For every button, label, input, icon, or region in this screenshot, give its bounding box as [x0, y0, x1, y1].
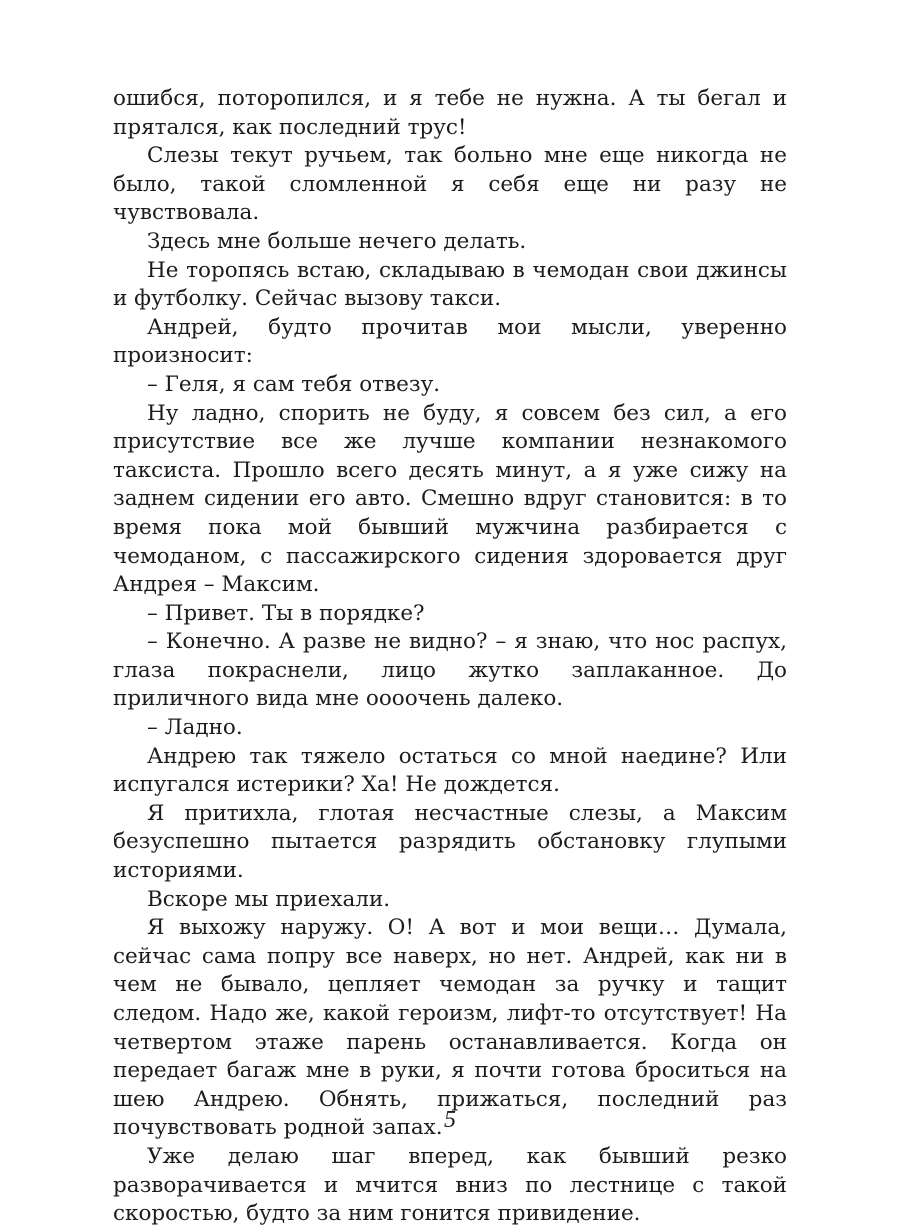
page-number: 5 [444, 1107, 456, 1133]
paragraph-6: – Геля, я сам тебя отвезу. [147, 371, 441, 397]
text-body [113, 85, 787, 1229]
paragraph-13: Вскоре мы приехали. [147, 886, 391, 912]
paragraph-14: Я выхожу наружу. О! А вот и мои вещи… Думала, сейчас сама попру все наверх, но нет. Андрей, как ни в чем не бывало, цепляет чемодан за ручку и тащит следом. Надо же, какой героизм, лифт-то отсутствует! На четвертом этаже парень останавливается. Когда он передает багаж мне в руки, я почти готова броситься на шею Андрею. Обнять, прижаться, последний раз почувствовать родной запах. [113, 915, 787, 1141]
paragraph-3: Здесь мне больше нечего делать. [147, 228, 527, 254]
paragraph-12: Я притихла, глотая несчастные слезы, а Максим безуспешно пытается разрядить обстановку глупыми историями. [113, 800, 787, 884]
paragraph-7: Ну ладно, спорить не буду, я совсем без сил, а его присутствие все же лучше компании незнакомого таксиста. Прошло всего десять минут, а я уже сижу на заднем сидении его авто. Смешно вдруг становится: в то время пока мой бывший мужчина разбирается с чемоданом, с пассажирского сидения здоровается друг Андрея – Максим. [113, 400, 787, 598]
paragraph-4: Не торопясь встаю, складываю в чемодан свои джинсы и футболку. Сейчас вызову такси. [113, 257, 787, 312]
paragraph-1: ошибся, поторопился, и я тебе не нужна. А ты бегал и прятался, как последний трус! [113, 86, 787, 140]
paragraph-5: Андрей, будто прочитав мои мысли, уверенно произносит: [113, 314, 787, 369]
paragraph-15: Уже делаю шаг вперед, как бывший резко разворачивается и мчится вниз по лестнице с такой скоростью, будто за ним гонится привидение. [113, 1143, 787, 1227]
paragraph-8: – Привет. Ты в порядке? [147, 600, 425, 626]
paragraph-2: Слезы текут ручьем, так больно мне еще никогда не было, такой сломленной я себя еще ни разу не чувствовала. [113, 143, 787, 226]
paragraph-11: Андрею так тяжело остаться со мной наедине? Или испугался истерики? Ха! Не дождется. [113, 743, 787, 798]
paragraph-10: – Ладно. [147, 715, 243, 741]
paragraph-9: – Конечно. А разве не видно? – я знаю, что нос распух, глаза покраснели, лицо жутко заплаканное. До приличного вида мне оооочень далеко. [113, 629, 787, 712]
